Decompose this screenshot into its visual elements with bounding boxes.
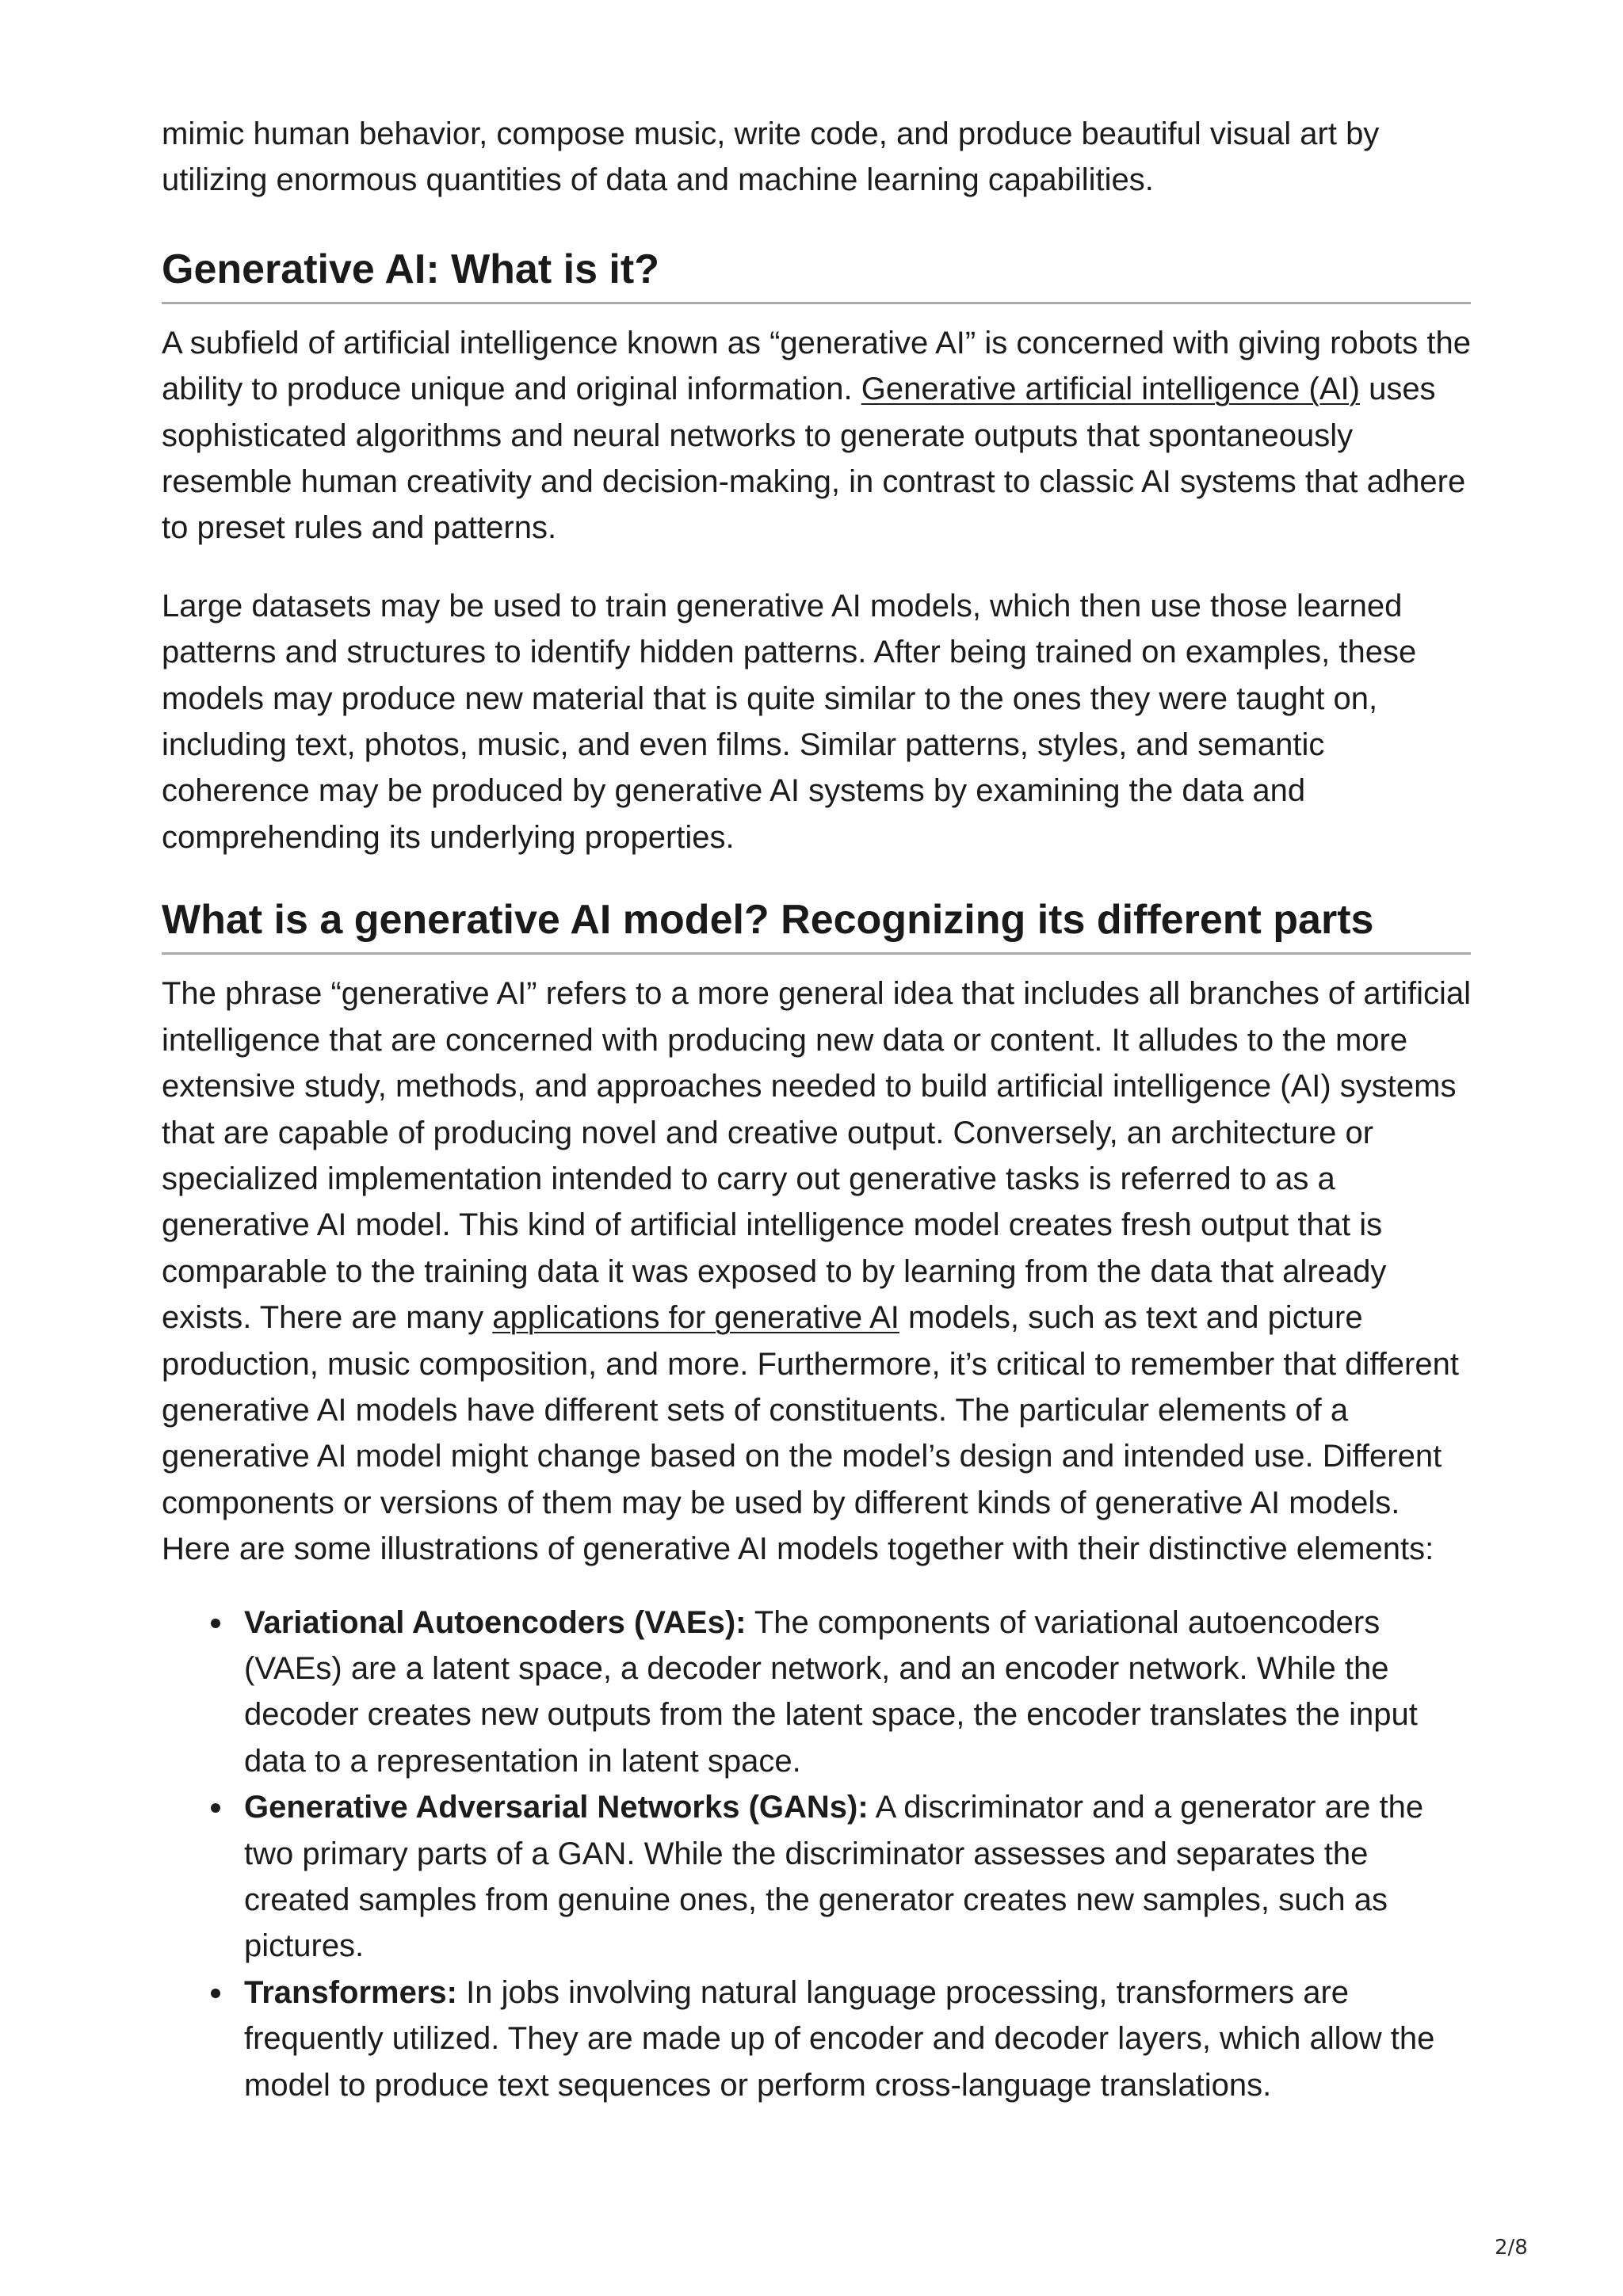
list-item-term: Variational Autoencoders (VAEs): bbox=[244, 1604, 747, 1640]
paragraph-text: A subfield of artificial intelligence known as “generative AI” is concerned with giving robots the ability to produce unique and original information. bbox=[162, 325, 1472, 407]
section-heading-what-is-generative-ai: Generative AI: What is it? bbox=[162, 246, 659, 292]
section-heading-wrap bbox=[162, 242, 1471, 304]
section-heading-wrap bbox=[162, 892, 1471, 955]
paragraph-text: models, such as text and picture production, music composition, and more. Furthermore, it’s critical to remember that different generative AI models have different sets of constituents. The particular elements of a generative AI model might change based on the model’s design and intended use. Different components or versions of them may be used by different kinds of generative AI models. Here are some illustrations of generative AI models together with their distinctive elements: bbox=[162, 1300, 1459, 1567]
section2-paragraph bbox=[162, 971, 1471, 1572]
model-components-list bbox=[162, 1600, 1471, 2108]
paragraph-text: The phrase “generative AI” refers to a more general idea that includes all branches of artificial intelligence that are concerned with producing new data or content. It alludes to the more extensive study, methods, and approaches needed to build artificial intelligence (AI) systems that are capable of producing novel and creative output. Conversely, an architecture or specialized implementation intended to carry out generative tasks is referred to as a generative AI model. This kind of artificial intelligence model creates fresh output that is comparable to the training data it was exposed to by learning from the data that already exists. There are many bbox=[162, 976, 1471, 1336]
applications-link[interactable]: applications for generative AI bbox=[492, 1300, 899, 1336]
page-number: 2/8 bbox=[1495, 2236, 1528, 2260]
generative-ai-link[interactable]: Generative artificial intelligence (AI) bbox=[861, 372, 1360, 407]
list-item-term: Generative Adversarial Networks (GANs): bbox=[244, 1790, 869, 1825]
bullet-icon bbox=[211, 1989, 220, 1998]
bullet-icon bbox=[211, 1803, 220, 1813]
list-item bbox=[244, 1784, 1471, 1970]
list-item-desc: The components of variational autoencoders (VAEs) are a latent space, a decoder network, and an encoder network. While the decoder creates new outputs from the latent space, the encoder translates the input data to a representation in latent space. bbox=[244, 1604, 1418, 1779]
document-page bbox=[162, 111, 1471, 2108]
intro-paragraph: mimic human behavior, compose music, write code, and produce beautiful visual art by utilizing enormous quantities of data and machine learning capabilities. bbox=[162, 116, 1380, 198]
list-item-desc: In jobs involving natural language processing, transformers are frequently utilized. They are made up of encoder and decoder layers, which allow the model to produce text sequences or perform cross-language translations. bbox=[244, 1974, 1435, 2103]
list-item bbox=[244, 1970, 1471, 2108]
bullet-icon bbox=[211, 1619, 220, 1628]
list-item-desc: A discriminator and a generator are the two primary parts of a GAN. While the discriminator assesses and separates the created samples from genuine ones, the generator creates new samples, such as pictures. bbox=[244, 1790, 1424, 1964]
paragraph-text: uses sophisticated algorithms and neural networks to generate outputs that spontaneously resemble human creativity and decision-making, in contrast to classic AI systems that adhere to preset rules and patterns. bbox=[162, 372, 1466, 546]
section1-paragraph-2: Large datasets may be used to train generative AI models, which then use those learned patterns and structures to identify hidden patterns. After being trained on examples, these models may produce new material that is quite similar to the ones they were taught on, including text, photos, music, and even films. Similar patterns, styles, and semantic coherence may be produced by generative AI systems by examining the data and comprehending its underlying properties. bbox=[162, 588, 1417, 855]
section1-paragraph-1 bbox=[162, 320, 1471, 551]
list-item-term: Transformers: bbox=[244, 1974, 457, 2010]
list-item bbox=[244, 1600, 1471, 1785]
section-heading-generative-ai-model: What is a generative AI model? Recognizing its different parts bbox=[162, 897, 1374, 944]
